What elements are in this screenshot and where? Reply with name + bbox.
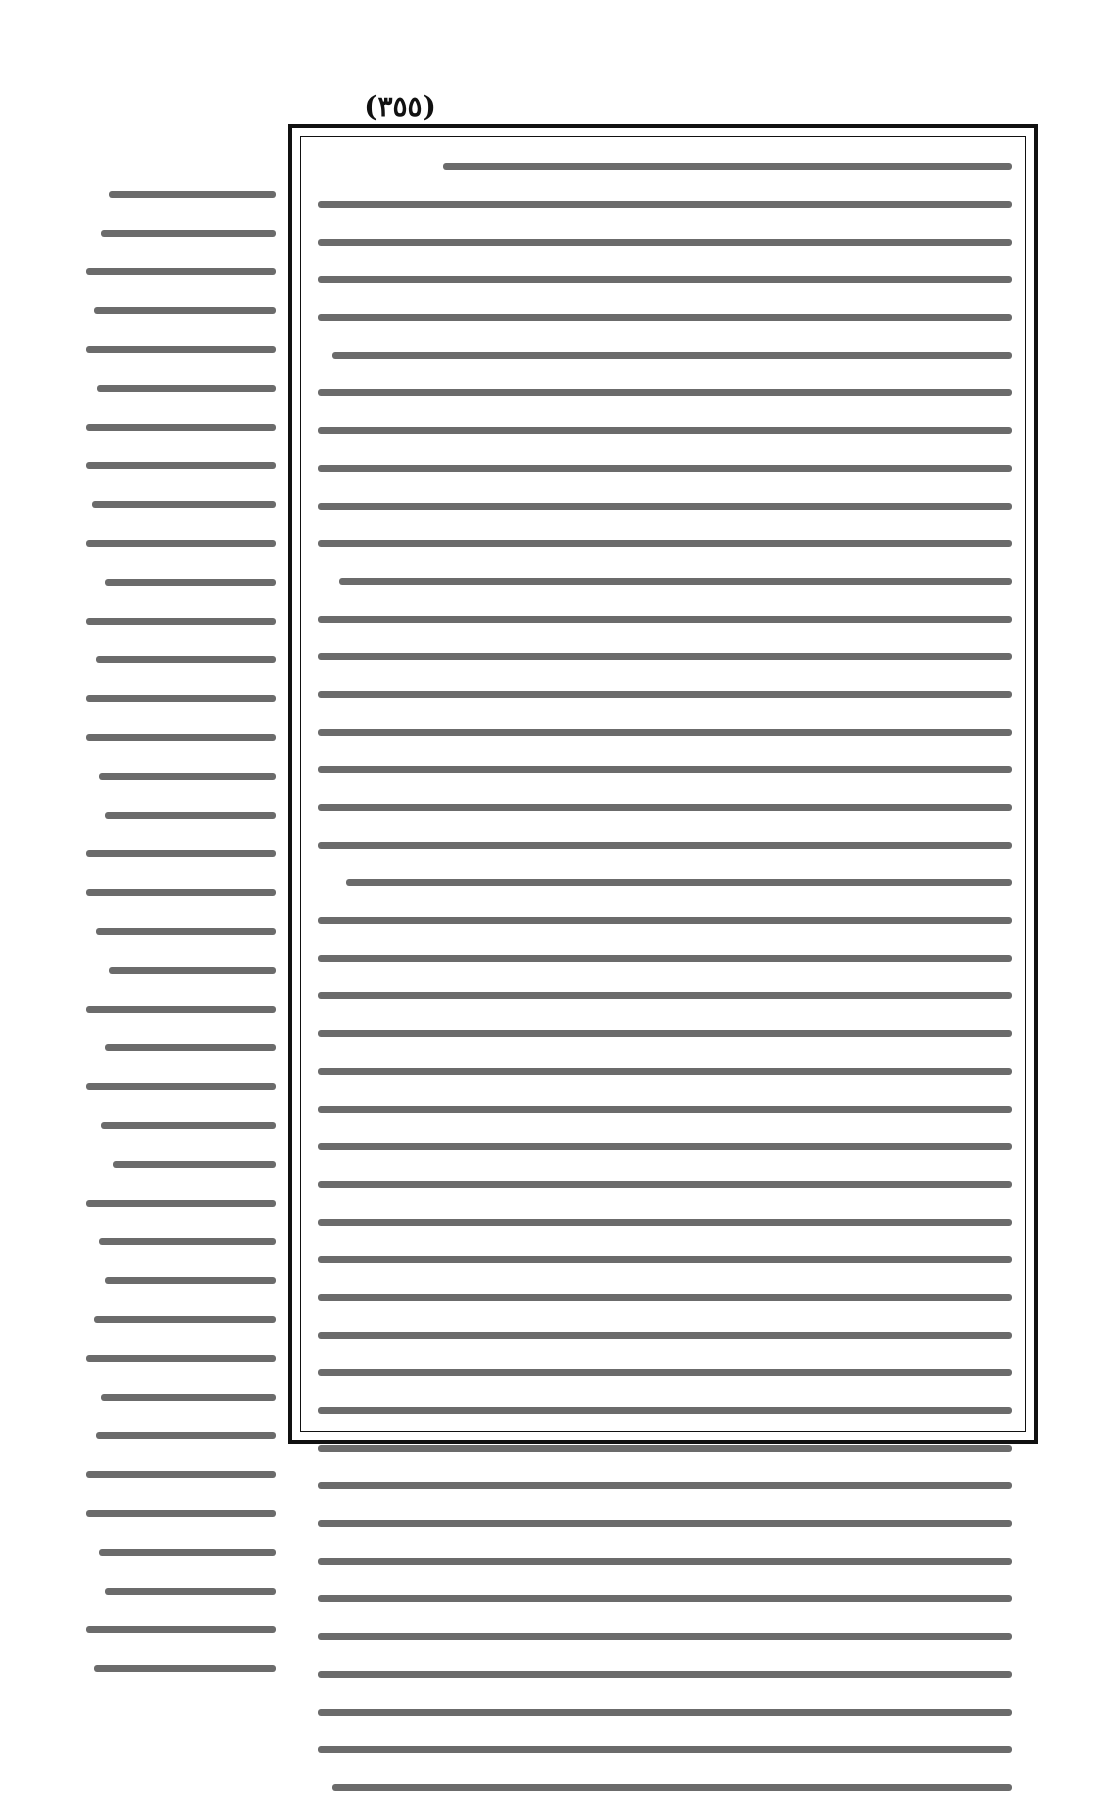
- margin-text-line: [86, 873, 276, 912]
- main-text-line-placeholder: [318, 1332, 1012, 1339]
- margin-text-line-placeholder: [86, 424, 276, 431]
- margin-text-line: [86, 1184, 276, 1223]
- margin-text-line: [86, 679, 276, 718]
- margin-text-line: [86, 1029, 276, 1068]
- margin-text-line: [86, 641, 276, 680]
- main-text-line: [318, 1580, 1012, 1618]
- main-text-line: [318, 1090, 1012, 1128]
- margin-text-line: [86, 1378, 276, 1417]
- margin-text-line-placeholder: [86, 268, 276, 275]
- main-text-line-placeholder: [318, 1671, 1012, 1678]
- main-text-line-placeholder: [318, 276, 1012, 283]
- main-text-line: [318, 751, 1012, 789]
- margin-text-line: [86, 1261, 276, 1300]
- main-text-line: [318, 1015, 1012, 1053]
- main-text-line: [318, 412, 1012, 450]
- main-text-line-placeholder: [318, 804, 1012, 811]
- margin-text-line-placeholder: [86, 850, 276, 857]
- main-text-line: [318, 261, 1012, 299]
- main-text-line-placeholder: [318, 1294, 1012, 1301]
- main-text-line: [318, 826, 1012, 864]
- main-text-line: [318, 374, 1012, 412]
- margin-text-line: [86, 951, 276, 990]
- main-text-line-placeholder: [318, 955, 1012, 962]
- main-text-line-placeholder: [318, 1030, 1012, 1037]
- margin-text-line-placeholder: [86, 1083, 276, 1090]
- margin-text-line-placeholder: [105, 579, 276, 586]
- margin-text-line: [86, 990, 276, 1029]
- main-text-line: [318, 1618, 1012, 1656]
- margin-text-line-placeholder: [86, 1200, 276, 1207]
- main-text-line-placeholder: [339, 578, 1012, 585]
- margin-text-line: [86, 485, 276, 524]
- main-text-line: [318, 789, 1012, 827]
- main-text-line-placeholder: [318, 1482, 1012, 1489]
- main-text-line: [318, 1769, 1012, 1806]
- main-text-line-placeholder: [318, 1219, 1012, 1226]
- main-text-line: [318, 1053, 1012, 1091]
- main-text-line-placeholder: [318, 1595, 1012, 1602]
- margin-text-line: [86, 1572, 276, 1611]
- main-text-line-placeholder: [318, 1256, 1012, 1263]
- main-text-frame: [288, 124, 1038, 1444]
- main-text-line: [318, 977, 1012, 1015]
- main-text-line-placeholder: [318, 1143, 1012, 1150]
- margin-text-line-placeholder: [86, 540, 276, 547]
- margin-text-line-placeholder: [99, 773, 276, 780]
- main-text-line: [318, 600, 1012, 638]
- main-text-line: [318, 1316, 1012, 1354]
- main-text-line-placeholder: [318, 1558, 1012, 1565]
- main-text-line-placeholder: [318, 1709, 1012, 1716]
- margin-text-line-placeholder: [99, 1549, 276, 1556]
- main-text-line: [318, 939, 1012, 977]
- margin-text-line: [86, 1339, 276, 1378]
- margin-text-line: [86, 408, 276, 447]
- main-text-line: [318, 299, 1012, 337]
- main-text-line: [318, 563, 1012, 601]
- margin-text-line: [86, 1533, 276, 1572]
- margin-text-line-placeholder: [86, 734, 276, 741]
- margin-text-line: [86, 602, 276, 641]
- margin-text-line-placeholder: [86, 618, 276, 625]
- main-text-line-placeholder: [318, 616, 1012, 623]
- main-text-line: [318, 336, 1012, 374]
- margin-text-line-placeholder: [105, 1588, 276, 1595]
- margin-commentary-column: [86, 175, 276, 1688]
- margin-text-line-placeholder: [86, 1355, 276, 1362]
- margin-text-line: [86, 563, 276, 602]
- margin-text-line: [86, 291, 276, 330]
- main-text-line: [318, 864, 1012, 902]
- main-text-line-placeholder: [318, 653, 1012, 660]
- margin-text-line-placeholder: [86, 1626, 276, 1633]
- page-number: (٣٥٥): [364, 90, 436, 123]
- margin-text-line: [86, 447, 276, 486]
- margin-text-line-placeholder: [101, 230, 276, 237]
- main-text-line: [318, 1467, 1012, 1505]
- margin-text-line-placeholder: [113, 1161, 276, 1168]
- margin-text-line: [86, 1145, 276, 1184]
- margin-text-line-placeholder: [101, 1394, 276, 1401]
- main-text-line: [318, 1392, 1012, 1430]
- margin-text-line: [86, 524, 276, 563]
- margin-text-line: [86, 253, 276, 292]
- margin-text-line-placeholder: [105, 1044, 276, 1051]
- margin-text-line: [86, 718, 276, 757]
- main-text-line-placeholder: [318, 201, 1012, 208]
- margin-text-line-placeholder: [86, 1510, 276, 1517]
- margin-text-line-placeholder: [86, 1006, 276, 1013]
- main-text-line-placeholder: [318, 1068, 1012, 1075]
- main-text-line-placeholder: [318, 540, 1012, 547]
- main-text-line: [318, 1731, 1012, 1769]
- margin-text-line: [86, 1223, 276, 1262]
- margin-text-line: [86, 757, 276, 796]
- margin-text-line: [86, 1494, 276, 1533]
- main-text-line: [318, 713, 1012, 751]
- main-text-line-placeholder: [318, 691, 1012, 698]
- main-text-line-placeholder: [318, 1181, 1012, 1188]
- main-text-line: [318, 1128, 1012, 1166]
- main-text-line-placeholder: [318, 766, 1012, 773]
- main-text-line-placeholder: [318, 1106, 1012, 1113]
- main-text-line-placeholder: [318, 1520, 1012, 1527]
- margin-text-line-placeholder: [94, 1665, 276, 1672]
- main-text-line-placeholder: [318, 427, 1012, 434]
- margin-text-line-placeholder: [96, 656, 277, 663]
- main-text-line-placeholder: [318, 465, 1012, 472]
- margin-text-line: [86, 1610, 276, 1649]
- margin-text-line-placeholder: [105, 1277, 276, 1284]
- main-text-line-placeholder: [318, 1445, 1012, 1452]
- main-text-line-placeholder: [318, 389, 1012, 396]
- margin-text-line-placeholder: [109, 967, 276, 974]
- main-text-line-placeholder: [318, 314, 1012, 321]
- main-text-line-placeholder: [318, 917, 1012, 924]
- main-text-line-placeholder: [318, 1633, 1012, 1640]
- margin-text-line-placeholder: [86, 889, 276, 896]
- margin-text-line-placeholder: [94, 1316, 276, 1323]
- main-text-line: [318, 1354, 1012, 1392]
- main-text-line: [318, 487, 1012, 525]
- main-text-line: [318, 450, 1012, 488]
- main-text-line-placeholder: [332, 352, 1012, 359]
- main-text-line: [318, 1505, 1012, 1543]
- margin-text-line-placeholder: [86, 462, 276, 469]
- margin-text-line: [86, 1417, 276, 1456]
- main-text-line-placeholder: [318, 1369, 1012, 1376]
- main-text-line-placeholder: [443, 163, 1012, 170]
- margin-text-line-placeholder: [105, 812, 276, 819]
- margin-text-line: [86, 1455, 276, 1494]
- margin-text-line: [86, 835, 276, 874]
- margin-text-line: [86, 1300, 276, 1339]
- main-text-line-placeholder: [318, 239, 1012, 246]
- margin-text-line: [86, 1067, 276, 1106]
- margin-text-line: [86, 369, 276, 408]
- main-text-line-placeholder: [318, 1407, 1012, 1414]
- main-text-line: [318, 1542, 1012, 1580]
- margin-text-line: [86, 1106, 276, 1145]
- main-text-line: [318, 1429, 1012, 1467]
- margin-text-line-placeholder: [109, 191, 276, 198]
- main-text-column: [318, 148, 1012, 1806]
- main-text-line-placeholder: [318, 1746, 1012, 1753]
- main-text-line: [318, 186, 1012, 224]
- main-text-line: [318, 223, 1012, 261]
- margin-text-line-placeholder: [96, 1432, 277, 1439]
- main-text-line-placeholder: [318, 729, 1012, 736]
- margin-text-line-placeholder: [86, 346, 276, 353]
- margin-text-line-placeholder: [99, 1238, 276, 1245]
- margin-text-line-placeholder: [92, 501, 276, 508]
- main-text-line: [318, 638, 1012, 676]
- main-text-line: [318, 1241, 1012, 1279]
- main-text-line: [318, 1203, 1012, 1241]
- main-text-line: [318, 525, 1012, 563]
- margin-text-line: [86, 796, 276, 835]
- margin-text-line: [86, 1649, 276, 1688]
- main-text-line: [318, 1693, 1012, 1731]
- main-text-line-placeholder: [318, 503, 1012, 510]
- main-text-line: [318, 1656, 1012, 1694]
- main-text-line: [318, 1279, 1012, 1317]
- margin-text-line-placeholder: [97, 385, 276, 392]
- margin-text-line-placeholder: [96, 928, 277, 935]
- main-text-line: [318, 676, 1012, 714]
- main-text-line: [318, 148, 1012, 186]
- margin-text-line: [86, 175, 276, 214]
- main-text-line: [318, 902, 1012, 940]
- margin-text-line: [86, 912, 276, 951]
- main-text-line-placeholder: [318, 842, 1012, 849]
- margin-text-line-placeholder: [101, 1122, 276, 1129]
- margin-text-line-placeholder: [94, 307, 276, 314]
- main-text-line-placeholder: [318, 992, 1012, 999]
- main-text-line: [318, 1166, 1012, 1204]
- margin-text-line: [86, 214, 276, 253]
- main-text-line-placeholder: [346, 879, 1012, 886]
- margin-text-line-placeholder: [86, 695, 276, 702]
- margin-text-line: [86, 330, 276, 369]
- main-text-line-placeholder: [332, 1784, 1012, 1791]
- margin-text-line-placeholder: [86, 1471, 276, 1478]
